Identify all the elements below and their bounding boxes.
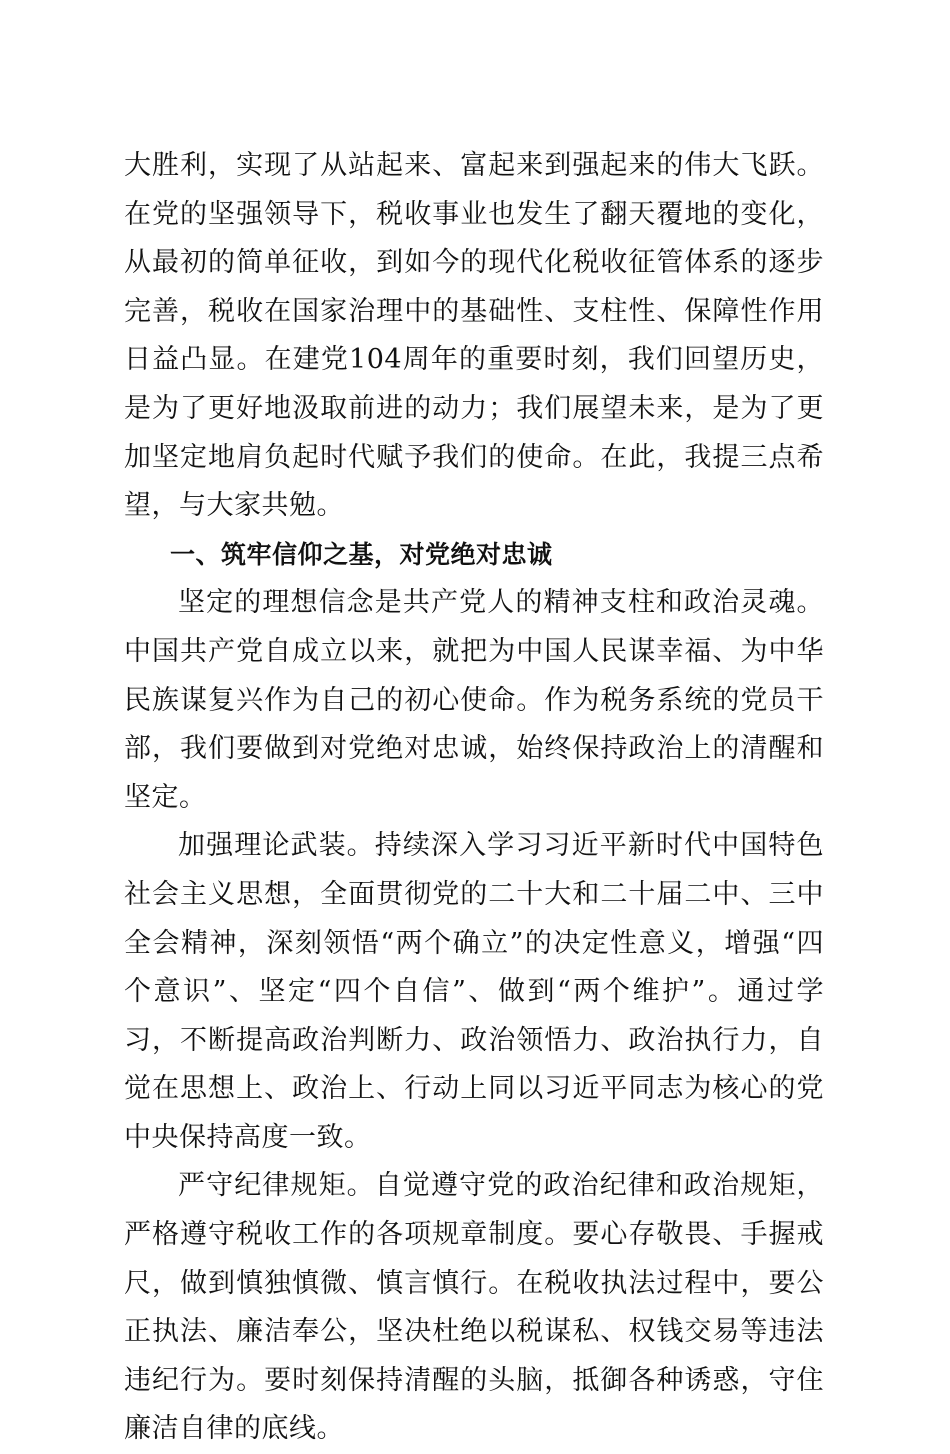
paragraph-continuation: 大胜利，实现了从站起来、富起来到强起来的伟大飞跃。在党的坚强领导下，税收事业也发生了翻天覆地的变化，从最初的简单征收，到如今的现代化税收征管体系的逐步完善，税收在国家治理中的基础性、支柱性、保障性作用日益凸显。在建党104周年的重要时刻，我们回望历史，是为了更好地汲取前进的动力；我们展望未来，是为了更加坚定地肩负起时代赋予我们的使命。在此，我提三点希望，与大家共勉。 [124,150,824,522]
paragraph-discipline: 严守纪律规矩。自觉遵守党的政治纪律和政治规矩，严格遵守税收工作的各项规章制度。要心存敬畏、手握戒尺，做到慎独慎微、慎言慎行。在税收执法过程中，要公正执法、廉洁奉公，坚决杜绝以税谋私、权钱交易等违法违纪行为。要时刻保持清醒的头脑，抵御各种诱惑，守住廉洁自律的底线。 [124,1170,824,1445]
paragraph-theory: 加强理论武装。持续深入学习习近平新时代中国特色社会主义思想，全面贯彻党的二十大和二十届二中、三中全会精神，深刻领悟“两个确立”的决定性意义，增强“四个意识”、坚定“四个自信”、做到“两个维护”。通过学习，不断提高政治判断力、政治领悟力、政治执行力，自觉在思想上、政治上、行动上同以习近平同志为核心的党中央保持高度一致。 [124,830,824,1153]
paragraph-intro: 坚定的理想信念是共产党人的精神支柱和政治灵魂。中国共产党自成立以来，就把为中国人民谋幸福、为中华民族谋复兴作为自己的初心使命。作为税务系统的党员干部，我们要做到对党绝对忠诚，始终保持政治上的清醒和坚定。 [124,587,824,813]
document-body [124,142,824,1454]
section-heading: 一、筑牢信仰之基，对党绝对忠诚 [170,539,553,569]
